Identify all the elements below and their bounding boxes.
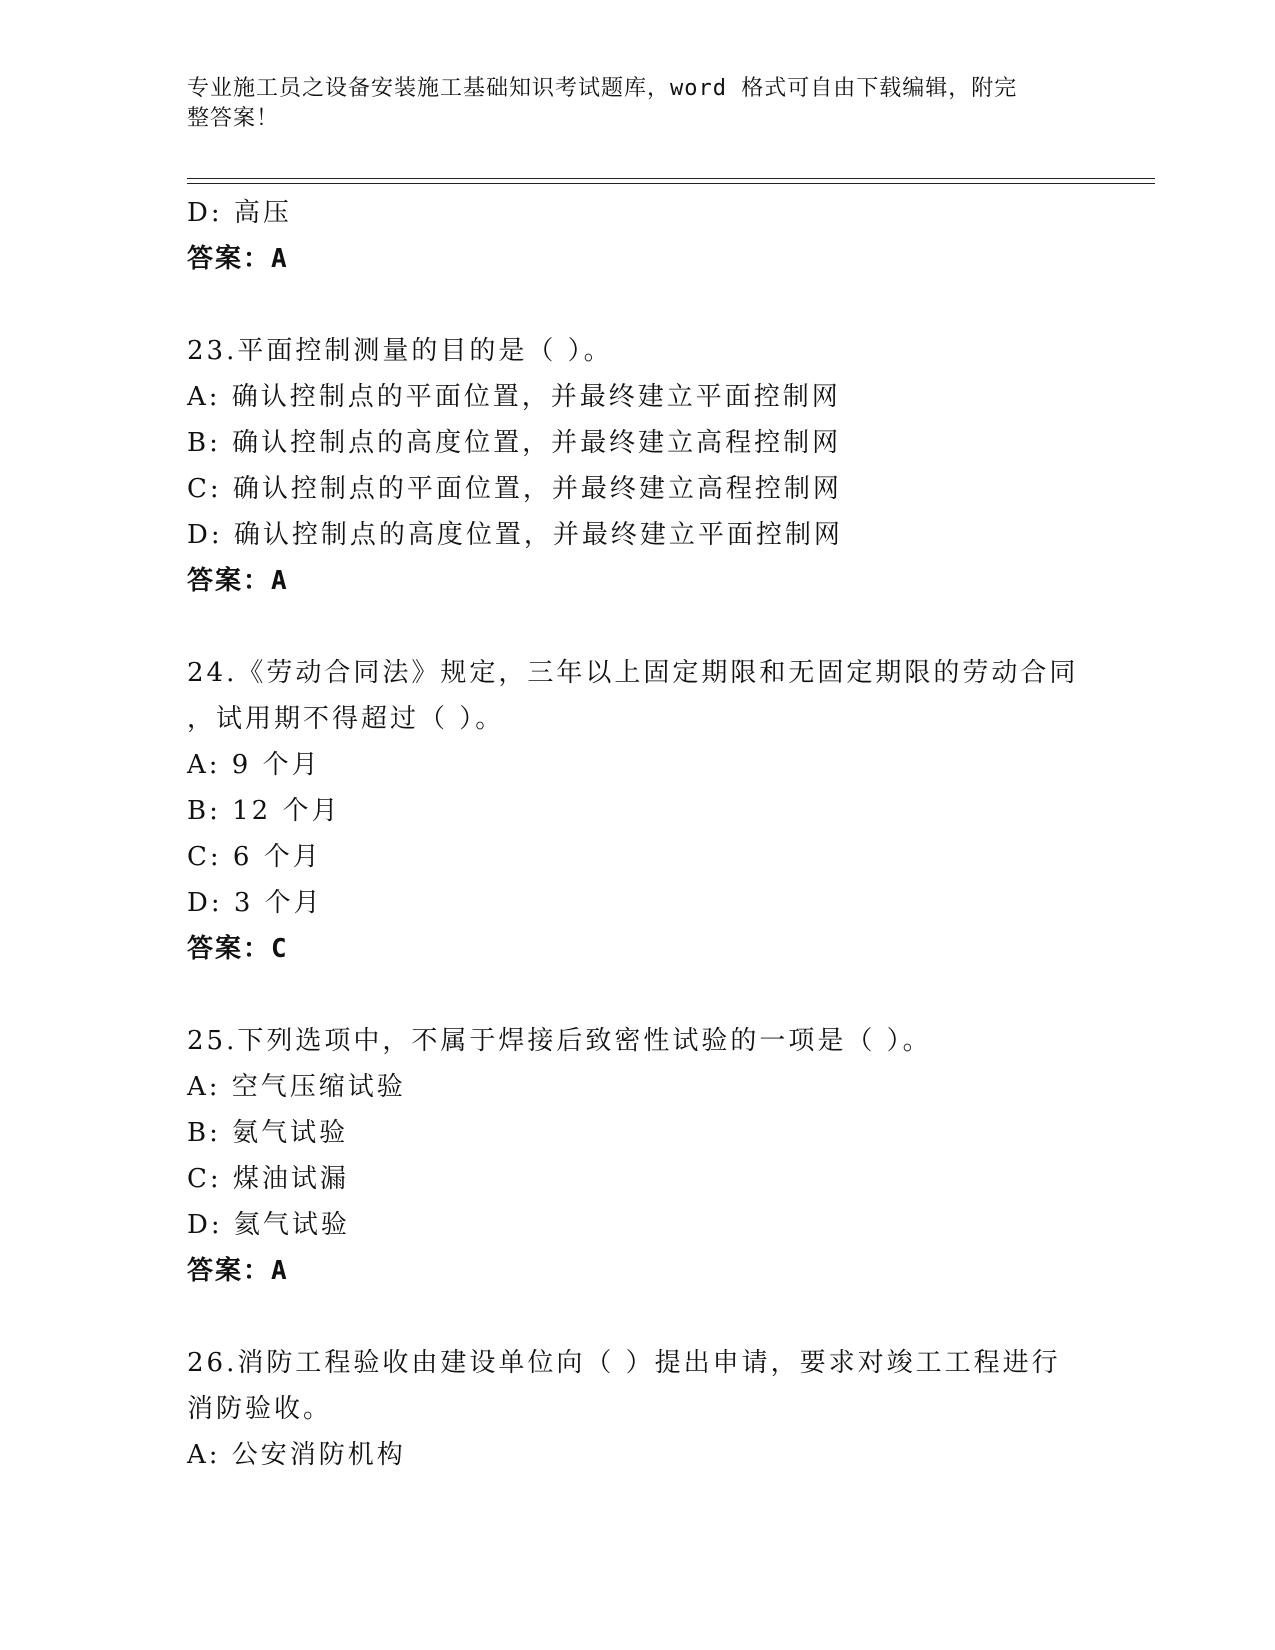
option-c: C: 6 个月 (187, 842, 322, 872)
answer-line: 答案：A (187, 244, 289, 274)
option-a: A: 空气压缩试验 (187, 1072, 406, 1102)
header-divider-top (187, 178, 1155, 179)
header-line-2: 整答案！ (187, 106, 280, 131)
question-25 (187, 1018, 1087, 1294)
question-text: 26.消防工程验收由建设单位向（ ）提出申请，要求对竣工工程进行 (187, 1348, 1061, 1378)
option-c: C: 煤油试漏 (187, 1164, 349, 1194)
question-24 (187, 650, 1087, 972)
option-a: A: 9 个月 (187, 750, 321, 780)
document-body (187, 190, 1087, 1524)
question-text-continued: ，试用期不得超过（ ）。 (187, 704, 505, 734)
header-divider-bottom (187, 183, 1155, 184)
option-d: D: 高压 (187, 198, 292, 228)
option-b: B: 12 个月 (187, 796, 341, 826)
option-c: C: 确认控制点的平面位置，并最终建立高程控制网 (187, 474, 842, 504)
header-line-1: 专业施工员之设备安装施工基础知识考试题库，word 格式可自由下载编辑，附完 (187, 76, 1018, 101)
question-text: 25.下列选项中，不属于焊接后致密性试验的一项是（ ）。 (187, 1026, 932, 1056)
option-b: B: 确认控制点的高度位置，并最终建立高程控制网 (187, 428, 842, 458)
option-a: A: 确认控制点的平面位置，并最终建立平面控制网 (187, 382, 841, 412)
question-26 (187, 1340, 1087, 1478)
answer-line: 答案：C (187, 934, 289, 964)
option-d: D: 确认控制点的高度位置，并最终建立平面控制网 (187, 520, 843, 550)
option-a: A: 公安消防机构 (187, 1440, 406, 1470)
question-text: 23.平面控制测量的目的是（ ）。 (187, 336, 613, 366)
answer-line: 答案：A (187, 1256, 289, 1286)
option-d: D: 3 个月 (187, 888, 323, 918)
question-23 (187, 328, 1087, 604)
question-22-tail (187, 190, 1087, 282)
question-text: 24.《劳动合同法》规定，三年以上固定期限和无固定期限的劳动合同 (187, 658, 1079, 688)
answer-line: 答案：A (187, 566, 289, 596)
option-d: D: 氦气试验 (187, 1210, 350, 1240)
option-b: B: 氨气试验 (187, 1118, 349, 1148)
document-header (187, 74, 1067, 134)
question-text-continued: 消防验收。 (187, 1394, 333, 1424)
